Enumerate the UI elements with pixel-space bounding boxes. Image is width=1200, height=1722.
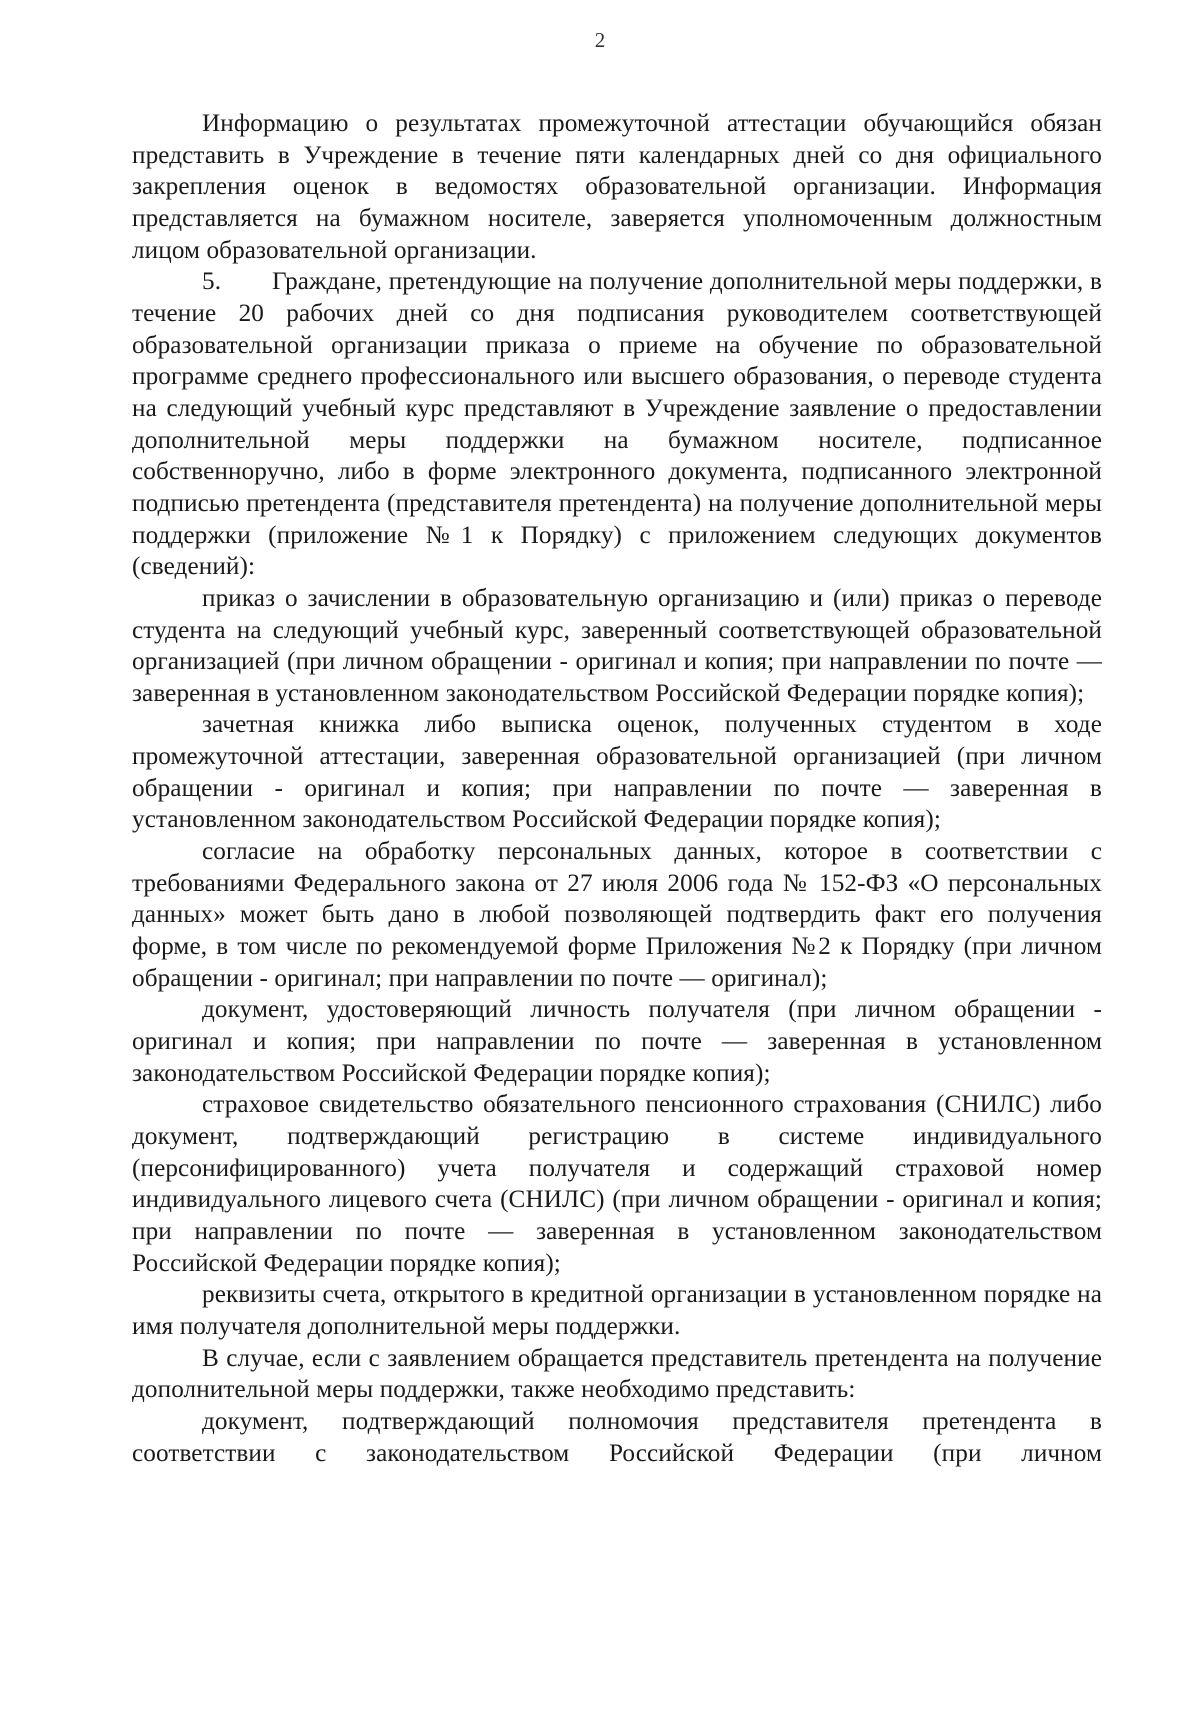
paragraph-number: 5. <box>202 268 222 296</box>
paragraph-attestation-info: Информацию о результатах промежуточной аттестации обучающийся обязан представить в Учреждение в течение пяти календарных дней со дня официального закрепления оценок в ведомостях образовательной организации. Информация представляется на бумажном носителе, заверяется уполномоченным должностным лицом образовательной организации. <box>132 110 1102 264</box>
paragraph-representative: В случае, если с заявлением обращается представитель претендента на получение дополнительной меры поддержки, также необходимо представить: <box>132 1344 1102 1404</box>
page-number: 2 <box>594 28 606 52</box>
paragraph-representative-authority: документ, подтверждающий полномочия представителя претендента в соответствии с законодательством Российской Федерации (при личном <box>132 1407 1102 1467</box>
paragraph-identity-document: документ, удостоверяющий личность получателя (при личном обращении - оригинал и копия; при направлении по почте — заверенная в установленном законодательством Российской Федерации порядке копия); <box>132 996 1102 1087</box>
paragraph-snils: страховое свидетельство обязательного пенсионного страхования (СНИЛС) либо документ, подтверждающий регистрацию в системе индивидуального (персонифицированного) учета получателя и содержащий страховой номер индивидуального лицевого счета (СНИЛС) (при личном обращении - оригинал и копия; при направлении по почте — заверенная в установленном законодательством Российской Федерации порядке копия); <box>132 1091 1102 1277</box>
document-body <box>132 108 1102 1469</box>
paragraph-bank-details: реквизиты счета, открытого в кредитной организации в установленном порядке на имя получателя дополнительной меры поддержки. <box>132 1281 1102 1340</box>
paragraph-record-book: зачетная книжка либо выписка оценок, полученных студентом в ходе промежуточной аттестации, заверенная образовательной организацией (при личном обращении - оригинал и копия; при направлении по почте — заверенная в установленном законодательством Российской Федерации порядке копия); <box>132 711 1102 834</box>
paragraph-item-5 <box>132 266 1102 583</box>
paragraph-item-5-text: Граждане, претендующие на получение дополнительной меры поддержки, в течение 20 рабочих дней со дня подписания руководителем соответствующей образовательной организации приказа о приеме на обучение по образовательной программе среднего профессионального или высшего образования, о переводе студента на следующий учебный курс представляют в Учреждение заявление о предоставлении дополнительной меры поддержки на бумажном носителе, подписанное собственноручно, либо в форме электронного документа, подписанного электронной подписью претендента (представителя претендента) на получение дополнительной меры поддержки (приложение №1 к Порядку) с приложением следующих документов (сведений): <box>132 268 1102 581</box>
paragraph-personal-data-consent: согласие на обработку персональных данных, которое в соответствии с требованиями Федерального закона от 27 июля 2006 года № 152-ФЗ «О персональных данных» может быть дано в любой позволяющей подтвердить факт его получения форме, в том числе по рекомендуемой форме Приложения №2 к Порядку (при личном обращении - оригинал; при направлении по почте — оригинал); <box>132 838 1102 992</box>
paragraph-enrollment-order: приказ о зачислении в образовательную организацию и (или) приказ о переводе студента на следующий учебный курс, заверенный соответствующей образовательной организацией (при личном обращении - оригинал и копия; при направлении по почте — заверенная в установленном законодательством Российской Федерации порядке копия); <box>132 584 1102 707</box>
